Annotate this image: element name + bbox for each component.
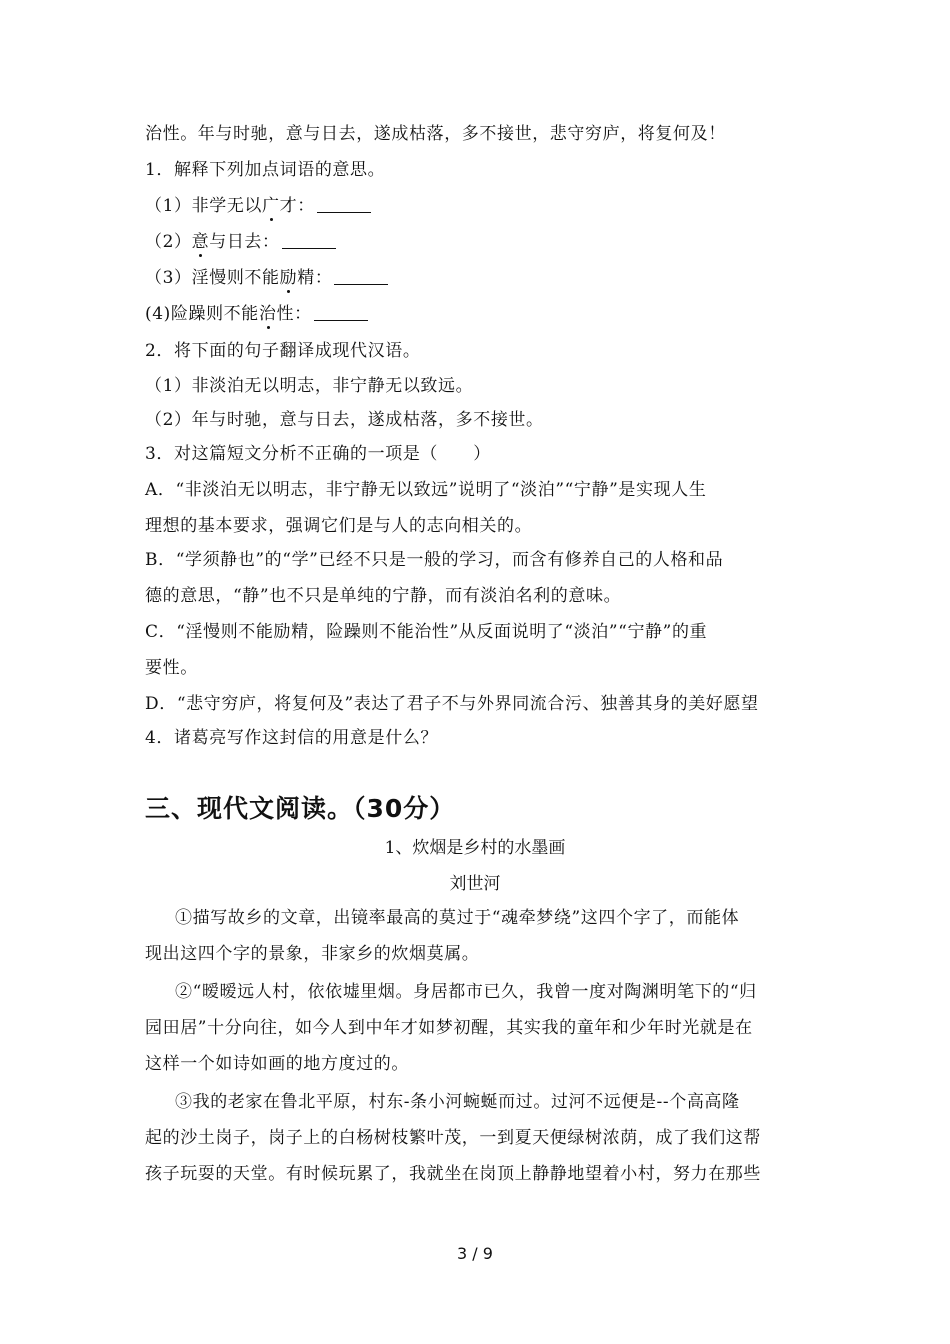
article-author: 刘世河: [449, 874, 501, 894]
question-1-item-1: （1）非学无以广才：: [145, 196, 371, 216]
question-1-item-3: （3）淫慢则不能励精：: [145, 268, 388, 288]
paragraph-3-line-1: ③我的老家在鲁北平原，村东-条小河蜿蜒而过。过河不远便是--个高高隆: [175, 1092, 740, 1112]
question-2-item-1: （1）非淡泊无以明志，非宁静无以致远。: [145, 376, 474, 396]
option-b-line-1: B．“学须静也”的“学”已经不只是一般的学习，而含有修养自己的人格和品: [145, 550, 724, 570]
answer-blank: [282, 234, 336, 249]
option-c-line-2: 要性。: [145, 658, 198, 678]
section-heading: 三、现代文阅读。（30分）: [145, 794, 456, 823]
option-a-line-2: 理想的基本要求，强调它们是与人的志向相关的。: [145, 516, 533, 536]
paragraph-1-line-2: 现出这四个字的景象，非家乡的炊烟莫属。: [145, 944, 480, 964]
option-d: D．“悲守穷庐，将复何及”表达了君子不与外界同流合污、独善其身的美好愿望: [145, 694, 759, 714]
option-b-line-2: 德的意思，“静”也不只是单纯的宁静，而有淡泊名利的意味。: [145, 586, 622, 606]
option-c-line-1: C．“淫慢则不能励精，险躁则不能治性”从反面说明了“淡泊”“宁静”的重: [145, 622, 708, 642]
classical-text-tail: 治性。年与时驰，意与日去，遂成枯落，多不接世，悲守穷庐，将复何及！: [145, 124, 726, 144]
paragraph-1-line-1: ①描写故乡的文章，出镜率最高的莫过于“魂牵梦绕”这四个字了，而能体: [175, 908, 740, 928]
option-a-line-1: A．“非淡泊无以明志，非宁静无以致远”说明了“淡泊”“宁静”是实现人生: [145, 480, 707, 500]
answer-blank: [334, 270, 388, 285]
answer-blank: [314, 306, 368, 321]
question-1-item-2: （2）意与日去：: [145, 232, 336, 252]
article-title: 1、炊烟是乡村的水墨画: [384, 838, 566, 858]
question-1-item-4: (4)险躁则不能治性：: [145, 304, 368, 324]
paragraph-2-line-2: 园田居”十分向往，如今人到中年才如梦初醒，其实我的童年和少年时光就是在: [145, 1018, 753, 1038]
question-1-title: 1．解释下列加点词语的意思。: [145, 160, 386, 180]
question-2-item-2: （2）年与时驰，意与日去，遂成枯落，多不接世。: [145, 410, 544, 430]
paragraph-3-line-2: 起的沙土岗子，岗子上的白杨树枝繁叶茂，一到夏天便绿树浓荫，成了我们这帮: [145, 1128, 761, 1148]
page-number: 3 / 9: [457, 1244, 493, 1263]
question-4-title: 4．诸葛亮写作这封信的用意是什么？: [145, 728, 439, 748]
paragraph-2-line-1: ②“暧暧远人村，依依墟里烟。身居都市已久，我曾一度对陶渊明笔下的“归: [175, 982, 757, 1002]
question-3-title: 3．对这篇短文分析不正确的一项是（ ）: [145, 444, 491, 464]
question-2-title: 2．将下面的句子翻译成现代汉语。: [145, 341, 421, 361]
answer-blank: [317, 198, 371, 213]
paragraph-2-line-3: 这样一个如诗如画的地方度过的。: [145, 1054, 409, 1074]
paragraph-3-line-3: 孩子玩耍的天堂。有时候玩累了，我就坐在岗顶上静静地望着小村，努力在那些: [145, 1164, 761, 1184]
